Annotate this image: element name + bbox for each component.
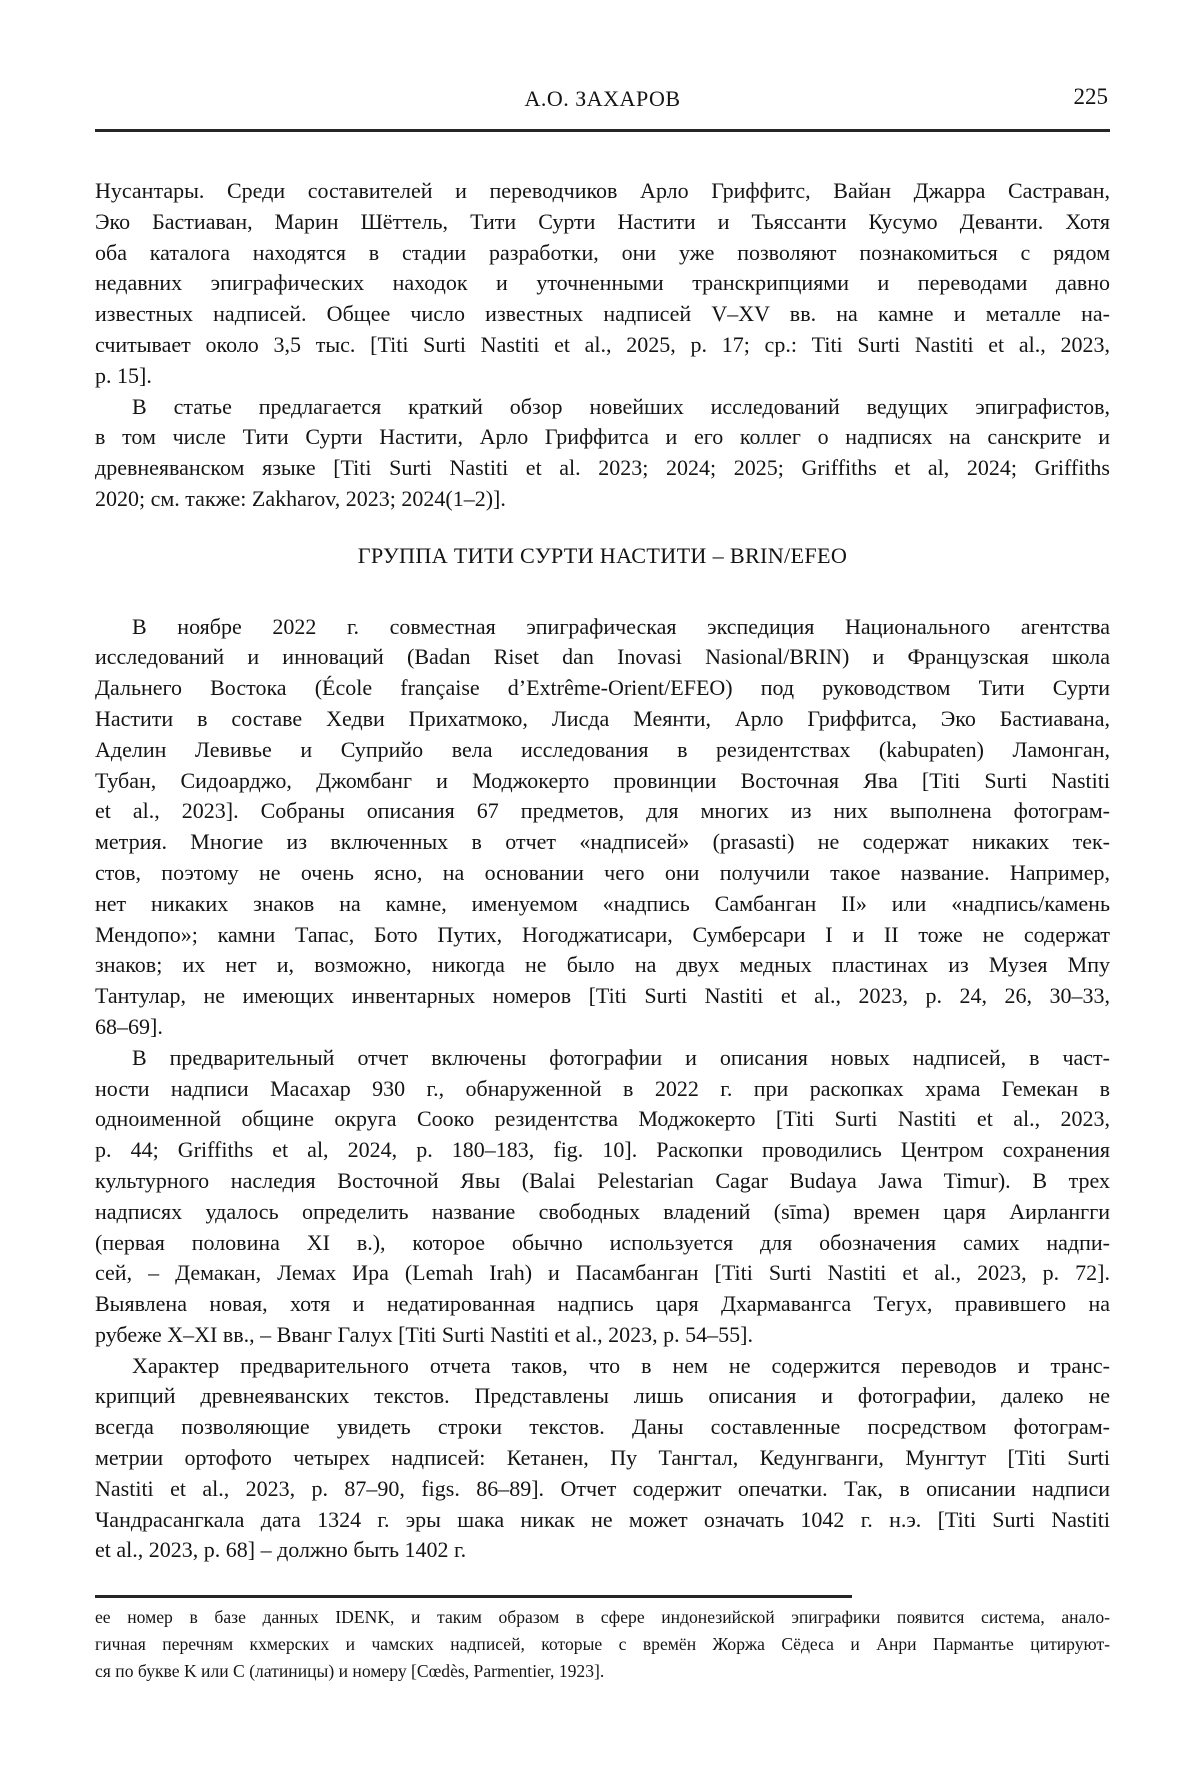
text-line: сей, – Демакан, Лемах Ира (Lemah Irah) и Пасамбанган [Titi Surti Nastiti et al., 2023, p. 72]. — [95, 1260, 1110, 1286]
text-line: p. 44; Griffiths et al, 2024, p. 180–183, fig. 10]. Раскопки проводились Центром сохранения — [95, 1137, 1110, 1163]
text-line: В ноябре 2022 г. совместная эпиграфическая экспедиция Национального агентства — [132, 613, 1110, 639]
text-line: Выявлена новая, хотя и недатированная надпись царя Дхармавангса Тегух, правившего на — [95, 1291, 1110, 1317]
text-line: ности надписи Масахар 930 г., обнаруженной в 2022 г. при раскопках храма Гемекан в — [95, 1075, 1110, 1101]
text-line: Аделин Левивье и Суприйо вела исследования в резидентствах (kabupaten) Ламонган, — [95, 736, 1110, 762]
text-line: рубеже X–XI вв., – Вванг Галух [Titi Surti Nastiti et al., 2023, p. 54–55]. — [95, 1321, 753, 1347]
paragraph-preliminary-report — [95, 1043, 1110, 1351]
text-line: крипций древнеяванских текстов. Представлены лишь описания и фотографии, далеко не — [95, 1383, 1110, 1409]
text-line: 68–69]. — [95, 1013, 163, 1039]
text-line: (первая половина XI в.), которое обычно используется для обозначения самих надпи- — [95, 1229, 1110, 1255]
text-line: Тубан, Сидоарджо, Джомбанг и Моджокерто провинции Восточная Ява [Titi Surti Nastiti — [95, 767, 1110, 793]
text-line: недавних эпиграфических находок и уточненными транскрипциями и переводами давно — [95, 270, 1110, 296]
text-line: оба каталога находятся в стадии разработки, они уже позволяют познакомиться с рядом — [95, 239, 1110, 265]
footnote-text — [95, 1604, 1110, 1685]
text-line: Nastiti et al., 2023, p. 87–90, figs. 86–89]. Отчет содержит опечатки. Так, в описании надписи — [95, 1475, 1110, 1501]
text-line: знаков; их нет и, возможно, никогда не было на двух медных пластинах из Музея Мпу — [95, 952, 1110, 978]
paragraph-expedition — [95, 612, 1110, 1043]
text-line: et al., 2023]. Собраны описания 67 предметов, для многих из них выполнена фотограм- — [95, 798, 1110, 824]
paragraph-article-overview — [95, 392, 1110, 515]
text-line: гичная перечням кхмерских и чамских надписей, которые с времён Жоржа Сёдеса и Анри Пармантье цитируют- — [95, 1634, 1110, 1654]
text-line: одноименной общине округа Сооко резидентства Моджокерто [Titi Surti Nastiti et al., 2023, — [95, 1106, 1110, 1132]
text-line: древнеяванском языке [Titi Surti Nastiti et al. 2023; 2024; 2025; Griffiths et al, 2024; Griffiths — [95, 455, 1110, 481]
body-text — [95, 176, 1110, 1566]
text-line: В статье предлагается краткий обзор новейших исследований ведущих эпиграфистов, — [132, 393, 1110, 419]
text-line: Настити в составе Хедви Прихатмоко, Лисда Меянти, Арло Гриффитса, Эко Бастиавана, — [95, 705, 1110, 731]
text-line: всегда позволяющие увидеть строки текстов. Даны составленные посредством фотограм- — [95, 1414, 1110, 1440]
text-line: Эко Бастиаван, Марин Шёттель, Тити Сурти Настити и Тьяссанти Кусумо Деванти. Хотя — [95, 208, 1110, 234]
running-head-author: А.О. ЗАХАРОВ — [524, 86, 681, 111]
text-line: Тантулар, не имеющих инвентарных номеров [Titi Surti Nastiti et al., 2023, p. 24, 26, 30–33, — [95, 983, 1110, 1009]
text-line: исследований и инноваций (Badan Riset dan Inovasi Nasional/BRIN) и Французская школа — [95, 644, 1110, 670]
running-header — [95, 86, 1110, 116]
header-rule — [95, 129, 1110, 132]
section-heading: ГРУППА ТИТИ СУРТИ НАСТИТИ – BRIN/EFEO — [357, 542, 848, 568]
text-line: культурного наследия Восточной Явы (Balai Pelestarian Cagar Budaya Jawa Timur). В трех — [95, 1167, 1110, 1193]
text-line: Характер предварительного отчета таков, что в нем не содержится переводов и транс- — [132, 1352, 1110, 1378]
text-line: стов, поэтому не очень ясно, на основании чего они получили такое название. Например, — [95, 859, 1110, 885]
text-line: надписях удалось определить название свободных владений (sīma) времен царя Аирлангги — [95, 1198, 1110, 1224]
paragraph-report-character — [95, 1351, 1110, 1567]
text-line: et al., 2023, p. 68] – должно быть 1402 г. — [95, 1537, 467, 1563]
text-line: ся по букве K или C (латиницы) и номеру [Cœdès, Parmentier, 1923]. — [95, 1661, 605, 1681]
text-line: Чандрасангкала дата 1324 г. эры шака никак не может означать 1042 г. н.э. [Titi Surti Nastiti — [95, 1506, 1110, 1532]
text-line: известных надписей. Общее число известных надписей V–XV вв. на камне и металле на- — [95, 301, 1110, 327]
text-line: ее номер в базе данных IDENK, и таким образом в сфере индонезийской эпиграфики появится система, анало- — [95, 1607, 1110, 1627]
text-line: В предварительный отчет включены фотографии и описания новых надписей, в част- — [132, 1044, 1110, 1070]
text-line: метрия. Многие из включенных в отчет «надписей» (prasasti) не содержат никаких тек- — [95, 829, 1110, 855]
text-line: в том числе Тити Сурти Настити, Арло Гриффитса и его коллег о надписях на санскрите и — [95, 424, 1110, 450]
paragraph-continuation — [95, 176, 1110, 392]
footnote-rule — [95, 1595, 852, 1598]
text-line: метрии ортофото четырех надписей: Кетанен, Пу Тангтал, Кедунгванги, Мунгтут [Titi Surti — [95, 1445, 1110, 1471]
text-line: p. 15]. — [95, 362, 152, 388]
text-line: нет никаких знаков на камне, именуемом «надпись Самбанган II» или «надпись/камень — [95, 890, 1110, 916]
page-number: 225 — [1073, 84, 1108, 109]
text-line: Дальнего Востока (École française d’Extrême-Orient/EFEO) под руководством Тити Сурти — [95, 675, 1110, 701]
text-line: считывает около 3,5 тыс. [Titi Surti Nastiti et al., 2025, p. 17; ср.: Titi Surti Nastiti et al., 2023, — [95, 331, 1110, 357]
text-line: Мендопо»; камни Тапас, Бото Путих, Ногоджатисари, Сумберсари I и II тоже не содержат — [95, 921, 1110, 947]
text-line: 2020; см. также: Zakharov, 2023; 2024(1–2)]. — [95, 485, 506, 511]
text-line: Нусантары. Среди составителей и переводчиков Арло Гриффитс, Вайан Джарра Састраван, — [95, 178, 1110, 203]
